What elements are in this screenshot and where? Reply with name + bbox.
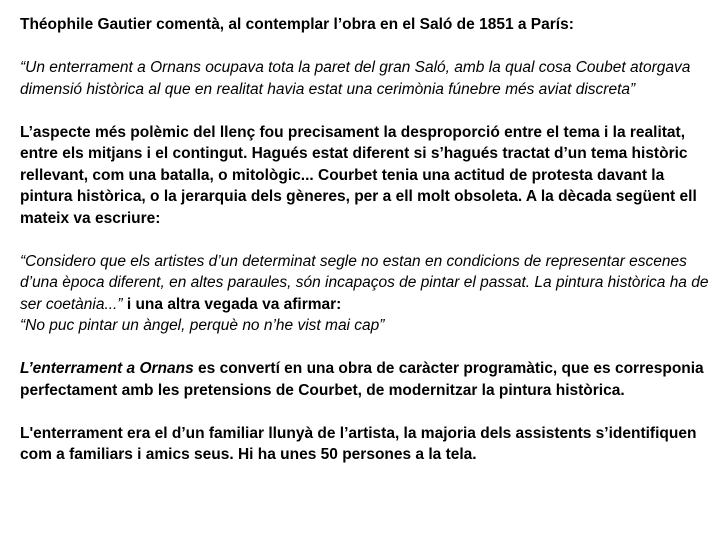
slide-text-body (20, 14, 720, 487)
quote-connector: i una altra vegada va afirmar: (122, 295, 342, 313)
programmatic-text: es convertí en una obra de caràcter programàtic, que es corresponia perfectament amb les pretensions de Courbet, de modernitzar la pintura històrica. (20, 360, 704, 399)
courbet-quote-historical: “Considero que els artistes d’un determinat segle no estan en condicions de representar escenes d’una època diferent, en altes paraules, són incapaços de pintar el passat. La pintura històrica ha de ser coetània...” (20, 252, 709, 313)
burial-details-paragraph: L'enterrament era el d’un familiar llunyà de l’artista, la majoria dels assistents s’identifiquen com a familiars i amics seus. Hi ha unes 50 persones a la tela. (20, 424, 697, 463)
courbet-quotes-block (20, 251, 720, 337)
controversy-paragraph: L’aspecte més polèmic del llenç fou precisament la desproporció entre el tema i la realitat, entre els mitjans i el contingut. Hagués estat diferent si s’hagués tractat d’un tema històric rellevant, com una batalla, o mitològic... Courbet tenia una actitud de protesta davant la pintura històrica, o la jerarquia dels gèneres, per a ell molt obsoleta. A la dècada següent ell mateix va escriure: (20, 123, 697, 227)
programmatic-paragraph (20, 358, 720, 401)
artwork-title: L’enterrament a Ornans (20, 360, 194, 377)
intro-heading: Théophile Gautier comentà, al contemplar l’obra en el Saló de 1851 a París: (20, 16, 574, 33)
gautier-quote: “Un enterrament a Ornans ocupava tota la paret del gran Saló, amb la qual cosa Coubet atorgava dimensió històrica al que en realitat havia estat una cerimònia fúnebre més aviat discreta” (20, 59, 691, 98)
courbet-quote-angel: “No puc pintar un àngel, perquè no n’he vist mai cap” (20, 317, 385, 334)
